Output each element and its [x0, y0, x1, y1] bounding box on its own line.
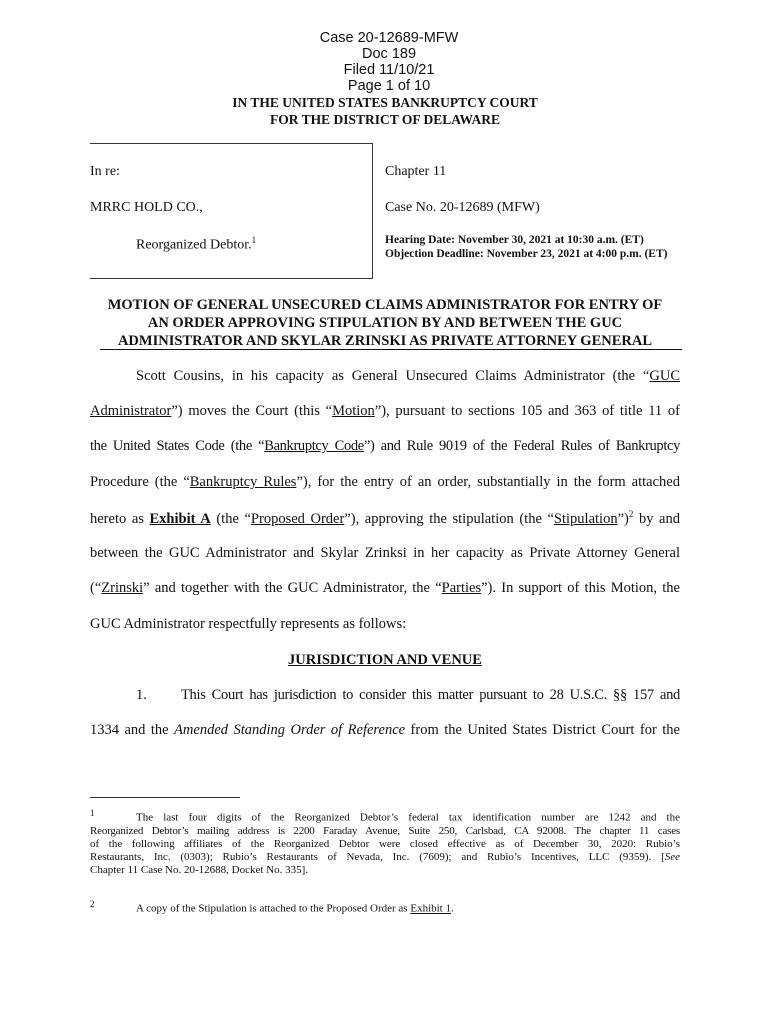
body-line-7 — [90, 580, 680, 597]
paragraph-1-line-1: This Court has jurisdiction to consider this matter pursuant to 28 U.S.C. §§ 157 and — [181, 687, 680, 703]
body-text: from the United States District Court for the — [405, 722, 680, 738]
footnote-1 — [90, 807, 680, 878]
title-line-2: AN ORDER APPROVING STIPULATION BY AND BETWEEN THE GUC — [147, 315, 623, 331]
caption-chapter: Chapter 11 — [385, 164, 447, 179]
page-indicator: Page 1 of 10 — [347, 78, 431, 94]
body-line-8: GUC Administrator respectfully represents as follows: — [90, 616, 407, 632]
court-line-1: IN THE UNITED STATES BANKRUPTCY COURT — [232, 95, 538, 110]
footnote-1-line-3: of the following affiliates of the Reorganized Debtor were closed effective as of December 30, 2020: Rubio’s — [90, 838, 680, 851]
footnote-signal: See — [664, 851, 680, 864]
doc-number: Doc 189 — [362, 46, 417, 62]
title-underline — [100, 349, 682, 350]
defined-term: Proposed Order — [250, 510, 345, 527]
defined-term: Administrator — [90, 403, 172, 419]
motion-title — [0, 296, 770, 350]
exhibit-reference: Exhibit 1 — [410, 902, 451, 915]
body-text: Scott Cousins, in his capacity as General Unsecured Claims Administrator (the “ — [136, 368, 650, 384]
body-text: ”) — [617, 510, 629, 527]
footnote-text: Restaurants, Inc. (0303); Rubio’s Restaurants of Nevada, Inc. (7609); and Rubio’s Incentives, LLC (9359). [ — [90, 851, 665, 864]
body-line-5 — [90, 509, 680, 528]
body-text: hereto as — [90, 510, 150, 527]
body-text: ”). In support of this Motion, the — [481, 580, 680, 596]
defined-term: Motion — [332, 403, 375, 419]
defined-term: GUC — [649, 368, 680, 384]
caption-in-re: In re: — [90, 164, 120, 179]
footnote-text: . — [450, 902, 454, 915]
defined-term: Zrinski — [101, 580, 144, 596]
caption-hearing-info — [385, 233, 667, 261]
exhibit-reference: Exhibit A — [149, 510, 211, 527]
court-name — [0, 94, 770, 128]
title-line-3: ADMINISTRATOR AND SKYLAR ZRINSKI AS PRIVATE ATTORNEY GENERAL — [117, 333, 653, 349]
body-text: (“ — [90, 580, 102, 596]
footnote-number: 2 — [90, 899, 95, 909]
body-text: ”) and Rule 9019 of the Federal Rules of Bankruptcy — [363, 438, 680, 454]
title-line-1: MOTION OF GENERAL UNSECURED CLAIMS ADMINISTRATOR FOR ENTRY OF — [107, 297, 663, 313]
body-text: Procedure (the “ — [90, 474, 190, 490]
order-title: Amended Standing Order of Reference — [174, 722, 406, 738]
section-heading: JURISDICTION AND VENUE — [288, 652, 482, 668]
body-text: the United States Code (the “ — [90, 438, 265, 454]
footnote-ref-1: 1 — [251, 235, 257, 245]
body-text: 1334 and the — [90, 722, 175, 738]
body-line-6: between the GUC Administrator and Skylar Zrinksi in her capacity as Private Attorney General — [90, 545, 680, 561]
body-line-2 — [90, 403, 680, 420]
footnote-1-line-4 — [90, 851, 680, 864]
hearing-date: Hearing Date: November 30, 2021 at 10:30 a.m. (ET) — [385, 234, 644, 246]
footnote-text: A copy of the Stipulation is attached to the Proposed Order as — [136, 902, 411, 915]
case-number: Case 20-12689-MFW — [319, 30, 459, 46]
body-line-1 — [136, 368, 680, 385]
objection-deadline: Objection Deadline: November 23, 2021 at 4:00 p.m. (ET) — [385, 248, 668, 260]
caption-debtor: MRRC HOLD CO., — [90, 200, 203, 215]
caption-rule-bottom — [90, 278, 372, 279]
body-text: (the “ — [210, 510, 251, 527]
court-line-2: FOR THE DISTRICT OF DELAWARE — [269, 112, 501, 127]
footnote-1-line-5: Chapter 11 Case No. 20-12688, Docket No. 335]. — [90, 864, 309, 877]
filed-date: Filed 11/10/21 — [343, 62, 435, 78]
paragraph-1-line-2 — [90, 722, 680, 739]
body-line-4 — [90, 474, 680, 491]
footnote-1-line-1 — [90, 807, 680, 825]
defined-term: Bankruptcy Code — [264, 438, 364, 454]
caption-rule-top — [90, 143, 372, 144]
body-line-3 — [90, 438, 680, 455]
defined-term: Stipulation — [553, 510, 618, 527]
paragraph-number: 1. — [136, 687, 147, 703]
footnote-ref-2: 2 — [628, 509, 634, 519]
body-text: ”) moves the Court (this “ — [171, 403, 333, 419]
filing-header — [0, 14, 770, 94]
caption-rule-vertical — [372, 143, 373, 279]
body-text: ”), approving the stipulation (the “ — [344, 510, 554, 527]
body-text: ” and together with the GUC Administrator, the “ — [143, 580, 442, 596]
caption-debtor-role — [136, 235, 256, 254]
footnote-2 — [90, 898, 680, 916]
body-text: ”), for the entry of an order, substantially in the form attached — [296, 474, 680, 490]
defined-term: Bankruptcy Rules — [189, 474, 297, 490]
footnote-rule — [90, 797, 240, 798]
footnote-text: The last four digits of the Reorganized Debtor’s federal tax identification number are 1242 and the — [136, 811, 680, 824]
body-text: by and — [633, 510, 680, 527]
caption-case-no: Case No. 20-12689 (MFW) — [385, 200, 540, 215]
footnote-number: 1 — [90, 808, 95, 818]
footnote-1-line-2: Reorganized Debtor’s mailing address is 2200 Faraday Avenue, Suite 250, Carlsbad, CA 92008. The chapter 11 cases — [90, 824, 680, 837]
debtor-role-text: Reorganized Debtor. — [136, 237, 252, 253]
defined-term: Parties — [441, 580, 482, 596]
body-text: ”), pursuant to sections 105 and 363 of title 11 of — [374, 403, 680, 419]
